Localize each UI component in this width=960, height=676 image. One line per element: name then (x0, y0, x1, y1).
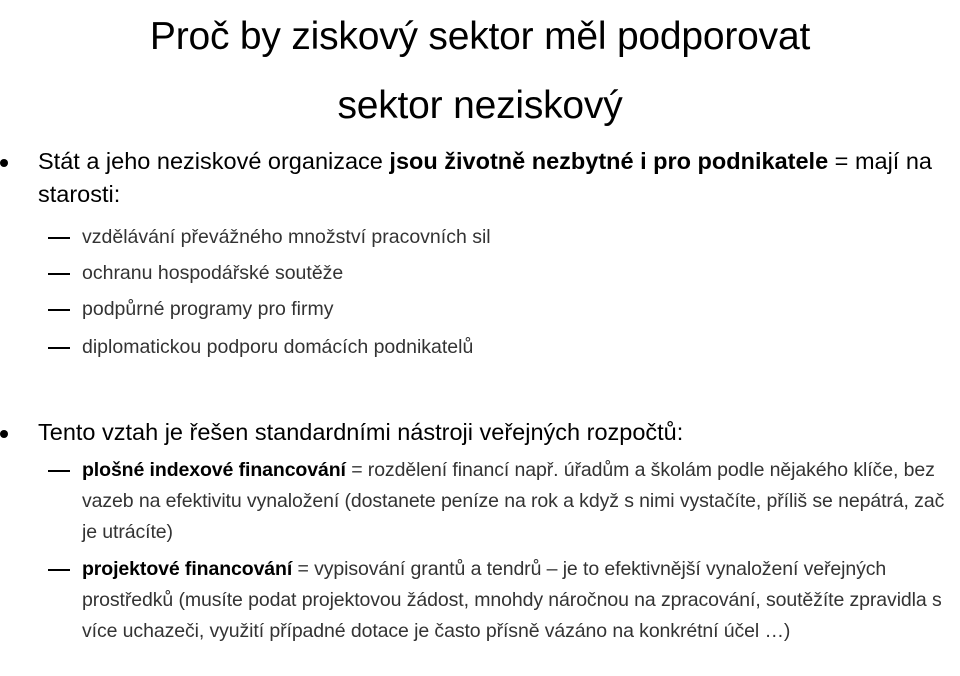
dash-icon (48, 569, 70, 571)
dash-icon (48, 237, 70, 239)
dash-icon (48, 273, 70, 275)
dash-icon (48, 309, 70, 311)
bullet-bold: jsou životně nezbytné i pro podnikatele (389, 148, 829, 174)
sub-item-bold: projektové financování (82, 558, 293, 580)
bullet-text-b: = mají na starosti: (38, 148, 933, 207)
slide-title (0, 2, 960, 140)
sub-item-label: ochranu hospodářské soutěže (82, 262, 344, 284)
bullet-text: Tento vztah je řešen standardními nástroji veřejných rozpočtů: (38, 419, 684, 445)
sub-item-education (82, 220, 942, 255)
sub-item-bold: plošné indexové financování (82, 459, 346, 481)
sub-item-label: diplomatickou podporu domácích podnikatelů (82, 336, 474, 358)
sub-item-text: = rozdělení financí např. úřadům a školám podle nějakého klíče, bez vazeb na efektivitu vynaložení (dostanete peníze na rok a když s nimi vystačíte, příliš se nepátrá, zač je utrácíte) (82, 459, 945, 543)
sub-item-label: vzdělávání převážného množství pracovních sil (82, 226, 491, 248)
sub-item-project-financing (82, 554, 958, 647)
sub-item-index-financing (82, 455, 958, 548)
sub-item-programs (82, 292, 942, 327)
bullet-dot-icon (0, 159, 8, 167)
dash-icon (48, 347, 70, 349)
bullet-text-a: Stát a jeho neziskové organizace (38, 148, 390, 174)
bullet-budget-tools (38, 416, 943, 449)
title-line-2: sektor neziskový (337, 84, 623, 127)
sub-item-diplomacy (82, 330, 942, 365)
title-line-1: Proč by ziskový sektor měl podporovat (149, 15, 811, 58)
bullet-dot-icon (0, 430, 8, 438)
bullet-state-organizations (38, 145, 943, 211)
sub-item-competition (82, 256, 942, 291)
dash-icon (48, 470, 70, 472)
sub-item-label: podpůrné programy pro firmy (82, 298, 334, 320)
sub-item-text: = vypisování grantů a tendrů – je to efektivnější vynaložení veřejných prostředků (musíte podat projektovou žádost, mnohdy náročnou na zpracování, soutěžíte zpravidla s více uchazeči, využití případné dotace je často přísně vázáno na konkrétní účel …) (82, 558, 942, 642)
